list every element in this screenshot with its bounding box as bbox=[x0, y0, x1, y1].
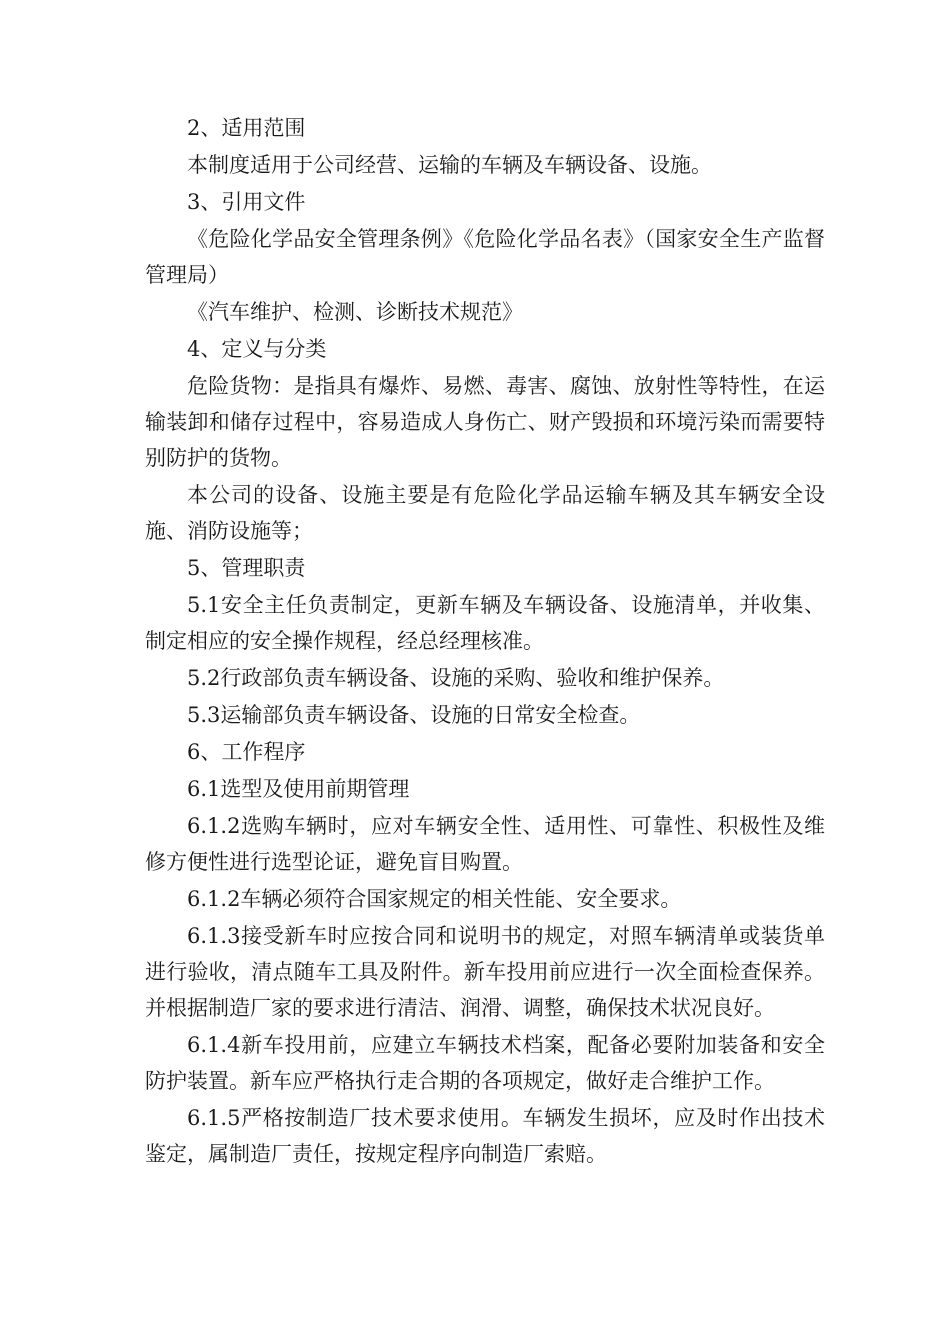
section-heading-definitions: 4、定义与分类 bbox=[187, 337, 327, 361]
section-heading-scope: 2、适用范围 bbox=[187, 116, 306, 140]
section-heading-responsibilities: 5、管理职责 bbox=[187, 556, 306, 580]
paragraph-6-1-5: 6.1.5严格按制造厂技术要求使用。车辆发生损坏，应及时作出技术鉴定，属制造厂责任，按规定程序向制造厂索赔。 bbox=[145, 1106, 825, 1166]
paragraph-references-2: 《汽车维护、检测、诊断技术规范》 bbox=[187, 300, 523, 324]
paragraph-references-1: 《危险化学品安全管理条例》《危险化学品名表》（国家安全生产监督管理局） bbox=[145, 227, 825, 287]
section-heading-procedures: 6、工作程序 bbox=[187, 740, 306, 764]
paragraph-6-1-2-a: 6.1.2选购车辆时，应对车辆安全性、适用性、可靠性、积极性及维修方便性进行选型论证，避免盲目购置。 bbox=[145, 814, 825, 874]
paragraph-6-1-3: 6.1.3接受新车时应按合同和说明书的规定，对照车辆清单或装货单进行验收，清点随车工具及附件。新车投用前应进行一次全面检查保养。并根据制造厂家的要求进行清洁、润滑、调整，确保技术状况良好。 bbox=[145, 924, 825, 1020]
paragraph-scope: 本制度适用于公司经营、运输的车辆及车辆设备、设施。 bbox=[187, 153, 712, 177]
paragraph-5-1: 5.1安全主任负责制定，更新车辆及车辆设备、设施清单，并收集、制定相应的安全操作规程，经总经理核准。 bbox=[145, 593, 825, 653]
section-heading-references: 3、引用文件 bbox=[187, 190, 306, 214]
paragraph-5-3: 5.3运输部负责车辆设备、设施的日常安全检查。 bbox=[187, 703, 641, 727]
document-body bbox=[145, 110, 825, 1173]
paragraph-company-facilities: 本公司的设备、设施主要是有危险化学品运输车辆及其车辆安全设施、消防设施等； bbox=[145, 483, 825, 543]
paragraph-5-2: 5.2行政部负责车辆设备、设施的采购、验收和维护保养。 bbox=[187, 666, 725, 690]
paragraph-6-1-2-b: 6.1.2车辆必须符合国家规定的相关性能、安全要求。 bbox=[187, 887, 682, 911]
paragraph-6-1-4: 6.1.4新车投用前，应建立车辆技术档案，配备必要附加装备和安全防护装置。新车应严格执行走合期的各项规定，做好走合维护工作。 bbox=[145, 1033, 825, 1093]
paragraph-6-1: 6.1选型及使用前期管理 bbox=[187, 777, 410, 801]
paragraph-definition-dangerous-goods: 危险货物：是指具有爆炸、易燃、毒害、腐蚀、放射性等特性，在运输装卸和储存过程中，容易造成人身伤亡、财产毁损和环境污染而需要特别防护的货物。 bbox=[145, 374, 825, 470]
